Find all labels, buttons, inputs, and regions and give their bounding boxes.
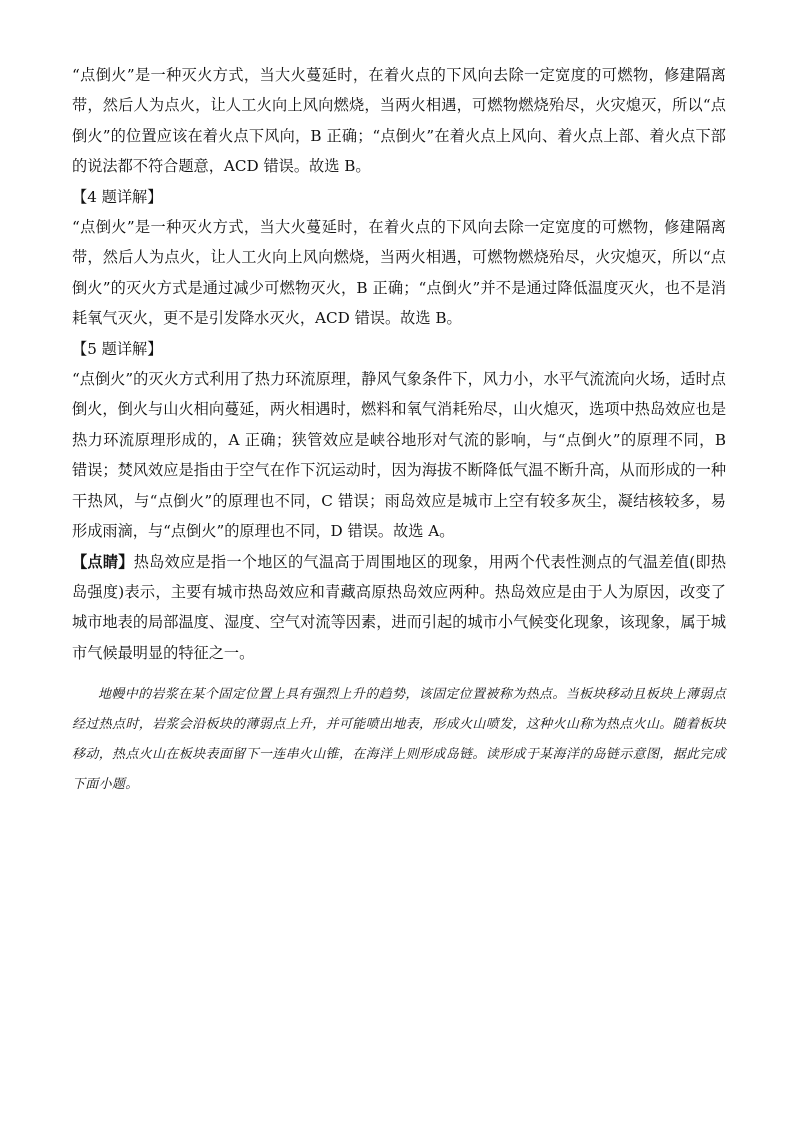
heading-q4-explanation: 【4 题详解】: [72, 187, 163, 206]
key-point-text: 热岛效应是指一个地区的气温高于周围地区的现象，用两个代表性测点的气温差值(即热岛强度)表示，主要有城市热岛效应和青藏高原热岛效应两种。热岛效应是由于人为原因，改变了城市地表的局部温度、湿度、空气对流等因素，进而引起的城市小气候变化现象，该现象，属于城市气候最明显的特征之一。: [72, 552, 727, 662]
question-intro: 地幔中的岩浆在某个固定位置上具有强烈上升的趋势，该固定位置被称为热点。当板块移动且板块上薄弱点经过热点时，岩浆会沿板块的薄弱点上升，并可能喷出地表，形成火山喷发，这种火山称为热点火山。随着板块移动，热点火山在板块表面留下一连串火山锥，在海洋上则形成岛链。读形成于某海洋的岛链示意图，据此完成下面小题。: [72, 687, 726, 793]
explanation-q4: “点倒火”是一种灭火方式，当大火蔓延时，在着火点的下风向去除一定宽度的可燃物，修建隔离带，然后人为点火，让人工火向上风向燃烧，当两火相遇，可燃物燃烧殆尽，火灾熄灭，所以“点倒火”的灭火方式是通过减少可燃物灭火，B 正确；“点倒火”并不是通过降低温度灭火，也不是消耗氧气灭火，更不是引发降水灭火，ACD 错误。故选 B。: [72, 218, 726, 328]
heading-q5-explanation: 【5 题详解】: [72, 339, 163, 358]
key-point-note: [72, 547, 726, 669]
explanation-q3: “点倒火”是一种灭火方式，当大火蔓延时，在着火点的下风向去除一定宽度的可燃物，修建隔离带，然后人为点火，让人工火向上风向燃烧，当两火相遇，可燃物燃烧殆尽，火灾熄灭，所以“点倒火”的位置应该在着火点下风向，B 正确；“点倒火”在着火点上风向、着火点上部、着火点下部的说法都不符合题意，ACD 错误。故选 B。: [72, 66, 726, 176]
explanation-q5: “点倒火”的灭火方式利用了热力环流原理，静风气象条件下，风力小，水平气流流向火场，适时点倒火，倒火与山火相向蔓延，两火相遇时，燃料和氧气消耗殆尽，山火熄灭，选项中热岛效应也是热力环流原理形成的，A 正确；狭管效应是峡谷地形对气流的影响，与“点倒火”的原理不同，B 错误；焚风效应是指由于空气在作下沉运动时，因为海拔不断降低气温不断升高，从而形成的一种干热风，与“点倒火”的原理也不同，C 错误；雨岛效应是城市上空有较多灰尘，凝结核较多，易形成雨滴，与“点倒火”的原理也不同，D 错误。故选 A。: [72, 370, 726, 541]
document-page: [72, 60, 726, 800]
key-point-label: 【点睛】: [72, 552, 134, 571]
